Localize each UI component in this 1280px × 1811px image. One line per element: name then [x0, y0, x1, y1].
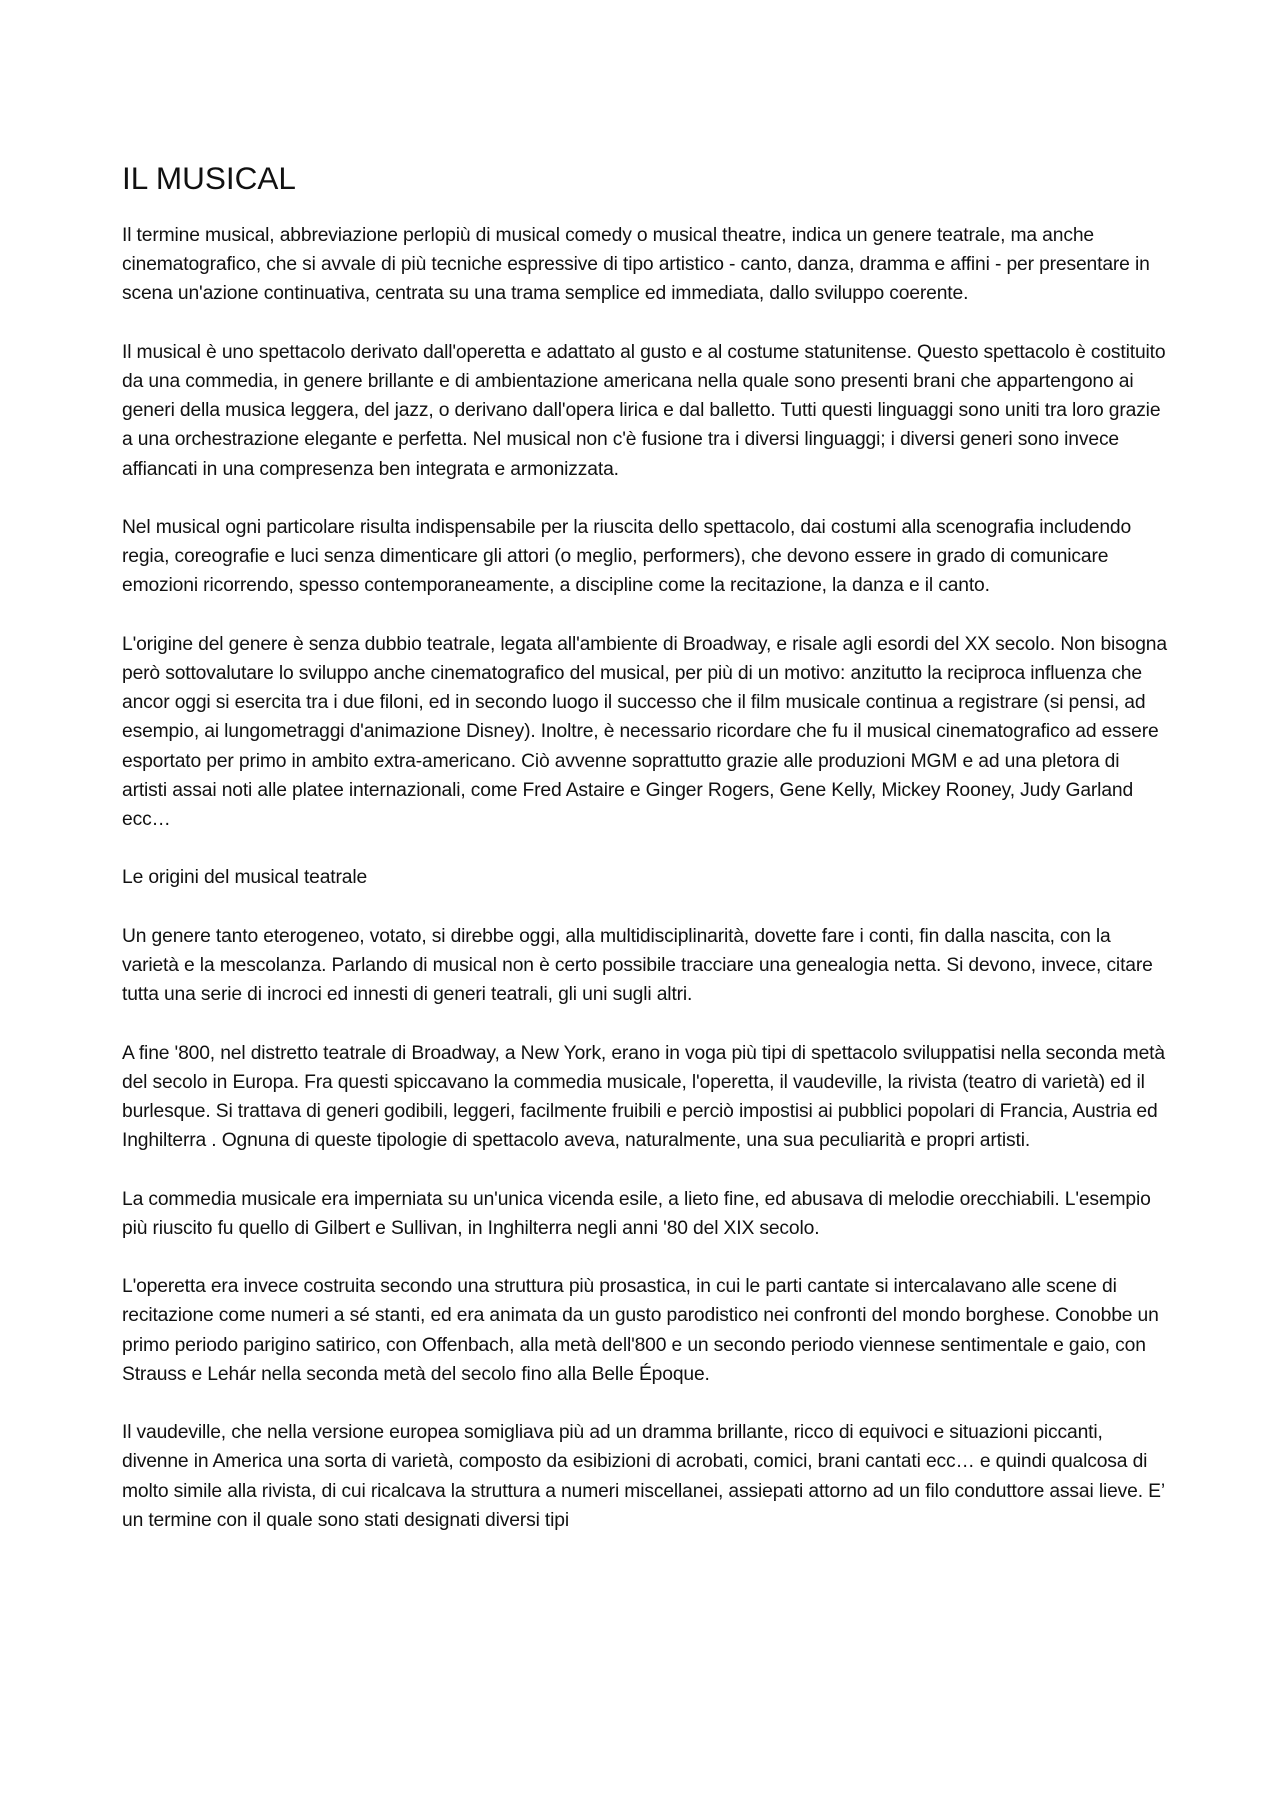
paragraph-operetta: L'operetta era invece costruita secondo una struttura più prosastica, in cui le parti cantate si intercalavano alle scene di recitazione come numeri a sé stanti, ed era animata da un gusto parodistico nei confronti del mondo borghese. Conobbe un primo periodo parigino satirico, con Offenbach, alla metà dell'800 e un secondo periodo viennese sentimentale e gaio, con Strauss e Lehár nella seconda metà del secolo fino alla Belle Époque.	[122, 1276, 1159, 1385]
paragraph-definition: Il termine musical, abbreviazione perlopiù di musical comedy o musical theatre, indica un genere teatrale, ma anche cinematografico, che si avvale di più tecniche espressive di tipo artistico - canto, danza, dramma e affini - per presentare in scena un'azione continuativa, centrata su una trama semplice ed immediata, dallo sviluppo coerente.	[122, 225, 1150, 305]
paragraph-production-elements: Nel musical ogni particolare risulta indispensabile per la riuscita dello spettacolo, dai costumi alla scenografia includendo regia, coreografie e luci senza dimenticare gli attori (o meglio, performers), che devono essere in grado di comunicare emozioni ricorrendo, spesso contemporaneamente, a discipline come la recitazione, la danza e il canto.	[122, 517, 1132, 597]
paragraph-musical-comedy: La commedia musicale era imperniata su un'unica vicenda esile, a lieto fine, ed abusava di melodie orecchiabili. L'esempio più riuscito fu quello di Gilbert e Sullivan, in Inghilterra negli anni '80 del XIX secolo.	[122, 1188, 1151, 1239]
paragraph-broadway-origin: L'origine del genere è senza dubbio teatrale, legata all'ambiente di Broadway, e risale agli esordi del XX secolo. Non bisogna però sottovalutare lo sviluppo anche cinematografico del musical, per più di un motivo: anzitutto la reciproca influenza che ancor oggi si esercita tra i due filoni, ed in secondo luogo il successo che il film musicale continua a registrare (si pensi, ad esempio, ai lungometraggi d'animazione Disney). Inoltre, è necessario ricordare che fu il musical cinematografico ad essere esportato per primo in ambito extra-americano. Ciò avvenne soprattutto grazie alle produzioni MGM e ad una pletora di artisti assai noti alle platee internazionali, come Fred Astaire e Ginger Rogers, Gene Kelly, Mickey Rooney, Judy Garland ecc…	[122, 633, 1167, 831]
section-heading-origins: Le origini del musical teatrale	[122, 867, 368, 889]
paragraph-late-1800s: A fine '800, nel distretto teatrale di Broadway, a New York, erano in voga più tipi di spettacolo sviluppatisi nella seconda metà del secolo in Europa. Fra questi spiccavano la commedia musicale, l'operetta, il vaudeville, la rivista (teatro di varietà) ed il burlesque. Si trattava di generi godibili, leggeri, facilmente fruibili e perciò impostisi ai pubblici popolari di Francia, Austria ed Inghilterra . Ognuna di queste tipologie di spettacolo aveva, naturalmente, una sua peculiarità e propri artisti.	[122, 1042, 1165, 1152]
paragraph-heterogeneous-genre: Un genere tanto eterogeneo, votato, si direbbe oggi, alla multidisciplinarità, dovette fare i conti, fin dalla nascita, con la varietà e la mescolanza. Parlando di musical non è certo possibile tracciare una genealogia netta. Si devono, invece, citare tutta una serie di incroci ed innesti di generi teatrali, gli uni sugli altri.	[122, 925, 1153, 1006]
paragraph-vaudeville: Il vaudeville, che nella versione europea somigliava più ad un dramma brillante, ricco di equivoci e situazioni piccanti, divenne in America una sorta di varietà, composto da esibizioni di acrobati, comici, brani cantati ecc… e quindi qualcosa di molto simile alla rivista, di cui ricalcava la struttura a numeri miscellanei, assiepati attorno ad un filo conduttore assai lieve. E’ un termine con il quale sono stati designati diversi tipi	[122, 1422, 1165, 1531]
document-body	[122, 154, 1167, 1564]
document-title: IL MUSICAL	[122, 160, 296, 196]
paragraph-operetta-origin: Il musical è uno spettacolo derivato dall'operetta e adattato al gusto e al costume statunitense. Questo spettacolo è costituito da una commedia, in genere brillante e di ambientazione americana nella quale sono presenti brani che appartengono ai generi della musica leggera, del jazz, o derivano dall'opera lirica e dal balletto. Tutti questi linguaggi sono uniti tra loro grazie a una orchestrazione elegante e perfetta. Nel musical non c'è fusione tra i diversi linguaggi; i diversi generi sono invece affiancati in una compresenza ben integrata e armonizzata.	[122, 341, 1166, 480]
